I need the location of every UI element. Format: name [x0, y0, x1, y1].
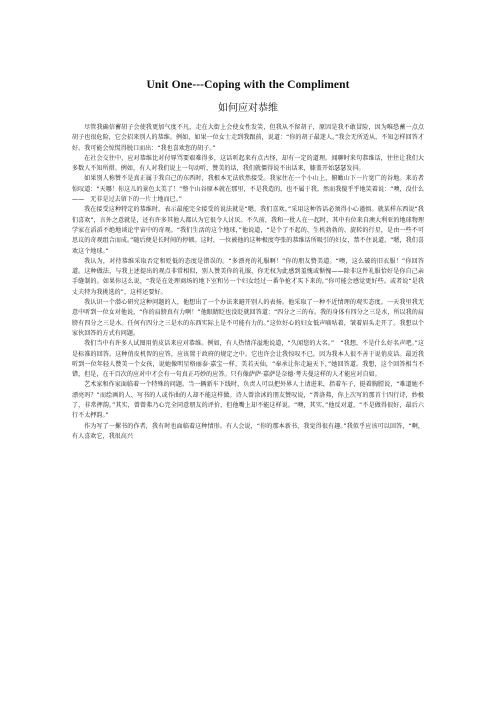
document-title: Unit One---Coping with the Compliment [146, 79, 350, 91]
paragraph: 我认识一个潜心研究这种问题的人，他想出了一个办法来避开别人的表扬。他采取了一种不近情理的观实态度。一天我里我无意中听到一位女对他说，“你的肩膀真有力啊！”他眼睛眨也没眨就回答道：“四分之三的布。我的身体有四分之三是水，所以我的肩膀有四分之三是水。任何有四分之三是水的东西实际上是不可能有力的。”这位好心的妇女低声嘀咕着，皱着眉头走开了。我想以个家伙回答的方式有问题。 [72, 299, 424, 337]
document-body [72, 123, 424, 442]
paragraph: 我在接受这种特定的恭维时，表示最能完全接受的说法就是“嗯，我们喜欢。”采用这种答话必须得小心谨慎。就某样东西说“我们喜欢”，言外之意就是，还有许多其他人都认为它很令人讨厌。不久前，我和一批人在一起时，其中有位来自澳大利亚的地球物理学家在滔滔不绝地谈论宇宙中的奇观。“我们生活的这个地球，”他说道，“是个了不起的、生机勃勃的、旋转的行星，是由一些不可思议的奇观组合而成。”随后便是长时间的停顿。这时，一位被他的这种极度夸张的恭维话所吸引的妇女，禁不住说道，“嗯，我们喜欢这个地球。” [72, 206, 424, 255]
paragraph: 我认为，对待恭维采取否定和贬低的态度是错误的。“多漂亮的礼服啊！”你的朋友赞美道。“噢，这么破的旧衣服！”你回答道。这种做法，与我上述提出的观点非常相似，别人赞美你的礼服，你无权为此感到羞愧或惭愧——除非这件礼服恰好是你自己亲手缝制的。如果你这么说，“我是在处理商场的地下室和另一个妇女经过一番争抢才买下来的，”你可能会感觉更好些。或者说“是我丈夫特为我挑选的”，这样还要好。 [72, 257, 424, 296]
paragraph: 我们当中有许多人试图用俏皮话来应对恭维。例如，有人热情洋溢地说道，“久闻您的大名。” “我想，不是什么好名声吧。”这是标准的回答。这种俏皮机智的应答，应该置于政府的规定之中。它也许会让我惊叹不已，因为我本人很不善于说俏皮话。最近我听到一位年轻人赞美一个女孩，说她像明星格丽泰·嘉宝一样，美若天仙，“奉承让你走遍天下，”她回答道。我想，这个回答相当不错，但是，在千百次的应对中才会有一句真正巧妙的应答。只有像萨萨·嘉萨是奈德·考夫曼这样的人才能应对自如。 [72, 340, 424, 379]
paragraph: 在社会交往中，应对恭维比对付辱骂要艰难得多，这话听起来有点古怪，却有一定的道理。闻聊时来句恭维话，往往让我们大多数人不知所措。例如，有人对我们说上一句动听、赞美的话，我们就僵得说不出话来，膝盖开始瑟瑟发抖。 [72, 154, 424, 173]
document-subtitle: 如何应对恭维 [218, 103, 278, 114]
paragraph: 作为写了一摞书的作者，我有时也面临着这种情形。有人会说，“你的那本新书，我觉得很有趣。”我似乎应该可以回答，“啊，有人喜欢它，我很高兴 [72, 422, 424, 440]
paragraph: 尽管我确信蓄胡子会使我更加气度不凡，走在大街上会使女性发笑，但我从不留胡子，原因是我不敢冒险，因为唯恐蓄一点点胡子也很危险，它会招来别人的恭维。例如，如果一位女士走到我跟前，说道：“你的胡子最迷人。”我会无所适从，不知怎样回答才好。我可能会惊慌得脱口而出：“我也喜欢您的胡子。” [72, 124, 424, 152]
paragraph: 如果别人称赞不是真正属于我自己的东西时，我根本无法欣然接受。我家住在一个小山上，俯瞰山下一片宽广的谷地。来访者惊叹道：“天哪！你这儿的景色太美了！”整个山谷原本就在那里，不是我造的，也不属于我。然而我傻乎乎地笑着说：“噢，没什么—— 无非是过去留下的一片土地而已。” [72, 175, 424, 204]
paragraph: 艺术家和作家面临着一个特殊的问题。当一辆新车下线时，负责人可以把外界人士请进来，指着车子，挺着胸膛说，“难道她不漂亮吗？”而绘画的人、写书的人或作曲的人却不能这样做。诗人曾涂沭的朋友赞叹说，“普洛弗，你上次写的那首十四行诗，妙极了，非常押韵。”其实，曾曾弗乃心完全同意朋友的评价，但他嘴上却不能这样说。“噢，其实，”他反对道，“不是做得很好，最后六行不太押韵。” [72, 381, 424, 420]
